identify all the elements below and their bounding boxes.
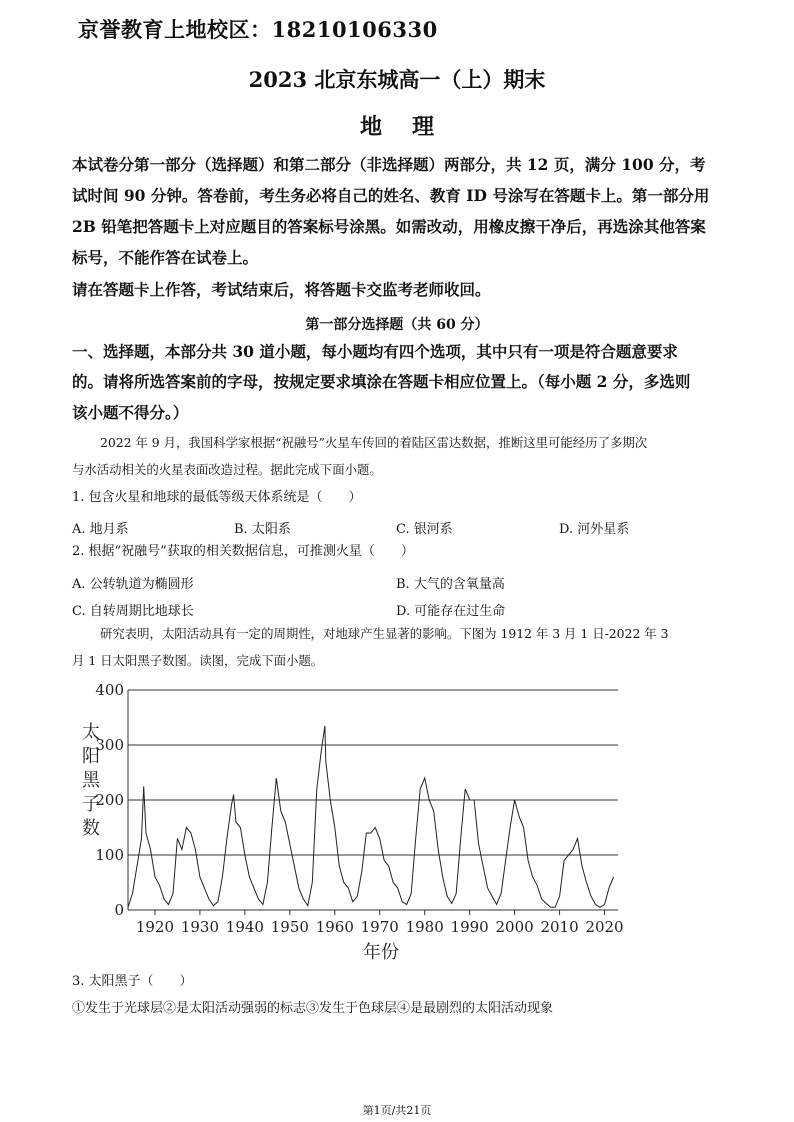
x-tick-label: 1960 xyxy=(315,918,354,936)
option-d[interactable]: D. 可能存在过生命 xyxy=(396,604,506,619)
x-tick-label: 1950 xyxy=(270,918,309,936)
x-tick-label: 2010 xyxy=(540,918,579,936)
section-line: 一、选择题，本部分共 30 道小题，每小题均有四个选项，其中只有一项是符合题意要求 xyxy=(72,342,678,361)
y-tick-label: 100 xyxy=(95,846,124,864)
school-header: 京誉教育上地校区：18210106330 xyxy=(78,17,438,42)
option-d[interactable]: D. 河外星系 xyxy=(559,522,630,537)
question-stem: 1. 包含火星和地球的最低等级天体系统是（ ） xyxy=(72,490,362,505)
instruction-line: 2B 铅笔把答题卡上对应题目的答案标号涂黑。如需改动，用橡皮擦干净后，再选涂其他答案 xyxy=(72,217,706,236)
option-a[interactable]: A. 公转轨道为椭圆形 xyxy=(72,577,194,592)
passage-line: 与水活动相关的火星表面改造过程。据此完成下面小题。 xyxy=(72,462,382,477)
x-tick-label: 1940 xyxy=(225,918,264,936)
option-c[interactable]: C. 自转周期比地球长 xyxy=(72,604,194,619)
page-footer: 第1页/共21页 xyxy=(362,1104,432,1117)
part1-title: 第一部分选择题（共 60 分） xyxy=(305,317,489,333)
passage-line: 研究表明，太阳活动具有一定的周期性，对地球产生显著的影响。下图为 1912 年 3 月 1 日-2022 年 3 xyxy=(100,626,669,641)
option-b[interactable]: B. 太阳系 xyxy=(234,522,291,537)
y-axis-label: 太阳黑子数 xyxy=(82,722,100,839)
x-axis-label: 年份 xyxy=(363,942,399,963)
question-statements: ①发生于光球层②是太阳活动强弱的标志③发生于色球层④是最剧烈的太阳活动现象 xyxy=(72,1001,554,1016)
question-stem: 2. 根据“祝融号”获取的相关数据信息，可推测火星（ ） xyxy=(72,544,414,559)
instruction-line: 本试卷分第一部分（选择题）和第二部分（非选择题）两部分，共 12 页，满分 100 分，考 xyxy=(72,155,706,174)
passage-line: 2022 年 9 月，我国科学家根据“祝融号”火星车传回的着陆区雷达数据，推断这里可能经历了多期次 xyxy=(100,435,648,450)
option-c[interactable]: C. 银河系 xyxy=(396,522,453,537)
instruction-line: 试时间 90 分钟。答卷前，考生务必将自己的姓名、教育 ID 号涂写在答题卡上。第一部分用 xyxy=(72,186,710,205)
sunspot-series-line xyxy=(128,726,614,908)
sunspot-chart xyxy=(70,676,630,966)
x-tick-label: 2020 xyxy=(585,918,624,936)
instruction-line: 标号，不能作答在试卷上。 xyxy=(72,248,259,267)
section-line: 该小题不得分。） xyxy=(72,403,189,422)
option-b[interactable]: B. 大气的含氧量高 xyxy=(396,577,505,592)
x-tick-label: 1970 xyxy=(360,918,399,936)
x-tick-label: 1990 xyxy=(450,918,489,936)
y-tick-label: 200 xyxy=(95,791,124,809)
exam-title: 2023 北京东城高一（上）期末 xyxy=(248,67,546,92)
section-line: 的。请将所选答案前的字母，按规定要求填涂在答题卡相应位置上。（每小题 2 分，多选则 xyxy=(72,372,691,391)
x-tick-label: 1980 xyxy=(405,918,444,936)
instruction-line: 请在答题卡上作答，考试结束后，将答题卡交监考老师收回。 xyxy=(72,280,491,299)
y-tick-label: 300 xyxy=(95,736,124,754)
y-tick-label: 0 xyxy=(114,901,124,919)
subject-title: 地理 xyxy=(359,114,464,140)
y-tick-label: 400 xyxy=(95,681,124,699)
x-tick-label: 1930 xyxy=(180,918,220,936)
x-tick-label: 1920 xyxy=(135,918,175,936)
option-a[interactable]: A. 地月系 xyxy=(72,522,129,537)
question-stem: 3. 太阳黑子（ ） xyxy=(72,974,193,989)
x-tick-label: 2000 xyxy=(495,918,534,936)
passage-line: 月 1 日太阳黑子数图。读图，完成下面小题。 xyxy=(72,653,324,668)
